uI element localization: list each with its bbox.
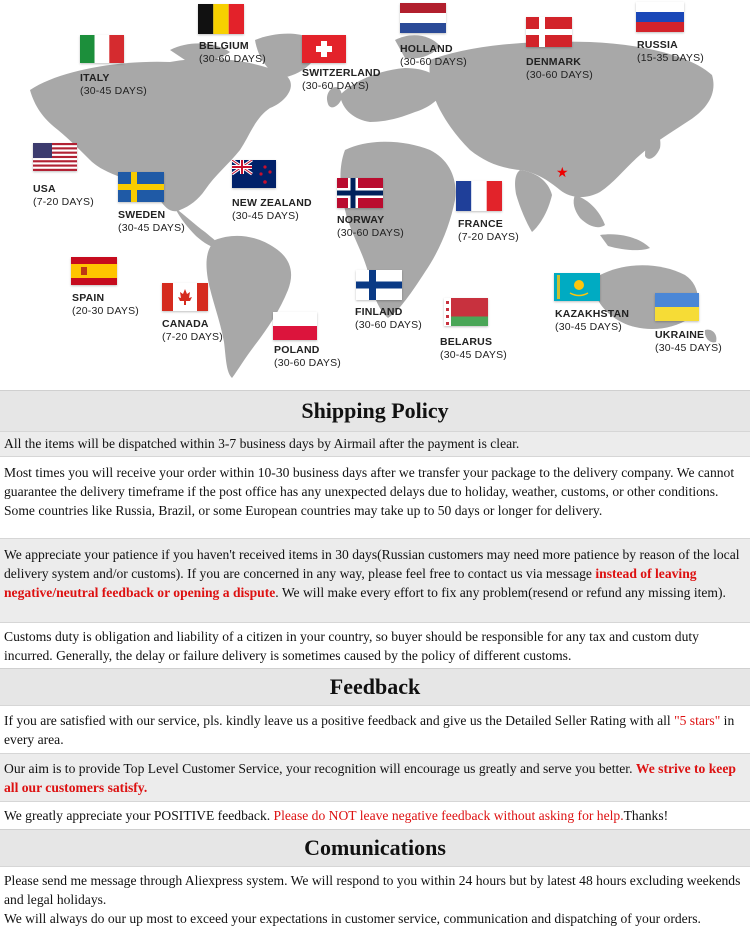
country-name: POLAND xyxy=(274,344,320,356)
country-name: DENMARK xyxy=(526,56,582,68)
belgium-flag-icon xyxy=(198,4,244,34)
country-label-sweden xyxy=(118,209,185,235)
country-label-usa xyxy=(33,183,94,209)
delivery-days: (30-45 DAYS) xyxy=(655,342,722,355)
feedback-p3-text: We greatly appreciate your POSITIVE feedback. xyxy=(4,808,274,823)
shipping-paragraph-4: Customs duty is obligation and liability of a citizen in your country, so buyer should be responsible for any tax and custom duty incurred. Generally, the delay or failure delivery is sometimes caused by the policy of different customs. xyxy=(0,622,750,668)
delivery-days: (7-20 DAYS) xyxy=(162,331,223,344)
switzerland-flag-icon xyxy=(302,35,346,63)
country-label-france xyxy=(458,218,519,244)
country-label-switzerland xyxy=(302,67,381,93)
delivery-days: (30-60 DAYS) xyxy=(274,357,341,370)
communications-paragraph xyxy=(0,866,750,951)
feedback-heading: Feedback xyxy=(0,668,750,705)
country-name: HOLLAND xyxy=(400,43,453,55)
country-label-italy xyxy=(80,72,147,98)
country-name: FRANCE xyxy=(458,218,503,230)
country-label-belarus xyxy=(440,336,507,362)
shipping-policy-heading: Shipping Policy xyxy=(0,390,750,431)
new-zealand-flag-icon xyxy=(232,160,276,188)
star-icon: ★ xyxy=(556,165,569,181)
finland-flag-icon xyxy=(356,270,402,300)
country-label-russia xyxy=(637,39,704,65)
feedback-5-stars: "5 stars" xyxy=(674,713,721,728)
country-label-canada xyxy=(162,318,223,344)
country-label-denmark xyxy=(526,56,593,82)
delivery-days: (30-60 DAYS) xyxy=(199,53,266,66)
country-name: CANADA xyxy=(162,318,209,330)
feedback-p3-thanks: Thanks! xyxy=(623,808,669,823)
feedback-p1-text: If you are satisfied with our service, pls. kindly leave us a positive feedback and give us the Detailed Seller Rating with all xyxy=(4,713,675,728)
country-name: NORWAY xyxy=(337,214,385,226)
country-name: USA xyxy=(33,183,56,195)
country-label-spain xyxy=(72,292,139,318)
feedback-paragraph-1 xyxy=(0,705,750,753)
country-name: KAZAKHSTAN xyxy=(555,308,630,320)
delivery-days: (7-20 DAYS) xyxy=(458,231,519,244)
feedback-p1-end: in every area. xyxy=(4,713,735,747)
feedback-paragraph-3 xyxy=(0,801,750,829)
spain-flag-icon xyxy=(71,257,117,285)
delivery-days: (30-60 DAYS) xyxy=(337,227,404,240)
delivery-days: (30-60 DAYS) xyxy=(302,80,369,93)
denmark-flag-icon xyxy=(526,17,572,47)
country-label-finland xyxy=(355,306,422,332)
country-name: ITALY xyxy=(80,72,110,84)
policy-content xyxy=(0,390,750,951)
country-label-new-zealand xyxy=(232,197,312,223)
world-shipping-map xyxy=(0,0,750,388)
delivery-days: (15-35 DAYS) xyxy=(637,52,704,65)
belarus-flag-icon xyxy=(444,298,488,326)
shipping-p3-text: We appreciate your patience if you haven't received items in 30 days(Russian customers may need more patience by reason of the local delivery system and/or customs). If you are concerned in any way, please feel free to contact us via message xyxy=(4,547,740,581)
shipping-p3-warning: instead of leaving negative/neutral feedback or opening a dispute xyxy=(4,566,697,600)
country-label-holland xyxy=(400,43,467,69)
france-flag-icon xyxy=(456,181,502,211)
shipping-p3-end: . We will make every effort to fix any problem(resend or refund any missing item). xyxy=(275,585,726,600)
country-name: FINLAND xyxy=(355,306,403,318)
sweden-flag-icon xyxy=(118,172,164,202)
usa-flag-icon xyxy=(33,143,77,171)
country-name: UKRAINE xyxy=(655,329,705,341)
delivery-days: (30-60 DAYS) xyxy=(526,69,593,82)
country-name: BELARUS xyxy=(440,336,493,348)
communications-p1: Please send me message through Aliexpress system. We will respond to you within 24 hours but by latest 48 hours excluding weekends and legal holidays. xyxy=(4,873,741,907)
communications-p2: We will always do our up most to exceed your expectations in customer service, communication and dispatching of your orders. xyxy=(4,911,701,926)
country-label-norway xyxy=(337,214,404,240)
country-label-belgium xyxy=(199,40,266,66)
shipping-paragraph-1: All the items will be dispatched within 3-7 business days by Airmail after the payment is clear. xyxy=(0,431,750,456)
feedback-paragraph-2 xyxy=(0,753,750,801)
country-label-poland xyxy=(274,344,341,370)
delivery-days: (30-45 DAYS) xyxy=(118,222,185,235)
country-name: NEW ZEALAND xyxy=(232,197,312,209)
communications-heading: Comunications xyxy=(0,829,750,866)
country-name: SWEDEN xyxy=(118,209,166,221)
russia-flag-icon xyxy=(636,2,684,32)
feedback-p2-text: Our aim is to provide Top Level Customer Service, your recognition will encourage us greatly and serve you better. xyxy=(4,761,636,776)
delivery-days: (30-45 DAYS) xyxy=(440,349,507,362)
delivery-days: (20-30 DAYS) xyxy=(72,305,139,318)
country-name: SWITZERLAND xyxy=(302,67,381,79)
canada-flag-icon xyxy=(162,283,208,311)
kazakhstan-flag-icon xyxy=(554,273,600,301)
country-name: RUSSIA xyxy=(637,39,678,51)
delivery-days: (30-45 DAYS) xyxy=(80,85,147,98)
shipping-paragraph-2: Most times you will receive your order within 10-30 business days after we transfer your package to the delivery company. We cannot guarantee the delivery timeframe if the post office has any unexpected delays due to holiday, weather, customs, or other conditions. Some countries like Russia, Brazil, or some European countries may take up to 50 days or longer for delivery. xyxy=(0,456,750,538)
holland-flag-icon xyxy=(400,3,446,33)
delivery-days: (30-45 DAYS) xyxy=(555,321,622,334)
italy-flag-icon xyxy=(80,35,124,63)
feedback-p2-strive: We strive to keep all our customers satisfy. xyxy=(4,761,736,795)
country-name: BELGIUM xyxy=(199,40,249,52)
delivery-days: (7-20 DAYS) xyxy=(33,196,94,209)
delivery-days: (30-60 DAYS) xyxy=(355,319,422,332)
country-name: SPAIN xyxy=(72,292,105,304)
country-label-kazakhstan xyxy=(555,308,629,334)
ukraine-flag-icon xyxy=(655,293,699,321)
delivery-days: (30-45 DAYS) xyxy=(232,210,299,223)
delivery-days: (30-60 DAYS) xyxy=(400,56,467,69)
norway-flag-icon xyxy=(337,178,383,208)
feedback-p3-warning: Please do NOT leave negative feedback without asking for help. xyxy=(273,808,624,823)
country-label-ukraine xyxy=(655,329,722,355)
poland-flag-icon xyxy=(273,312,317,340)
shipping-paragraph-3 xyxy=(0,538,750,622)
